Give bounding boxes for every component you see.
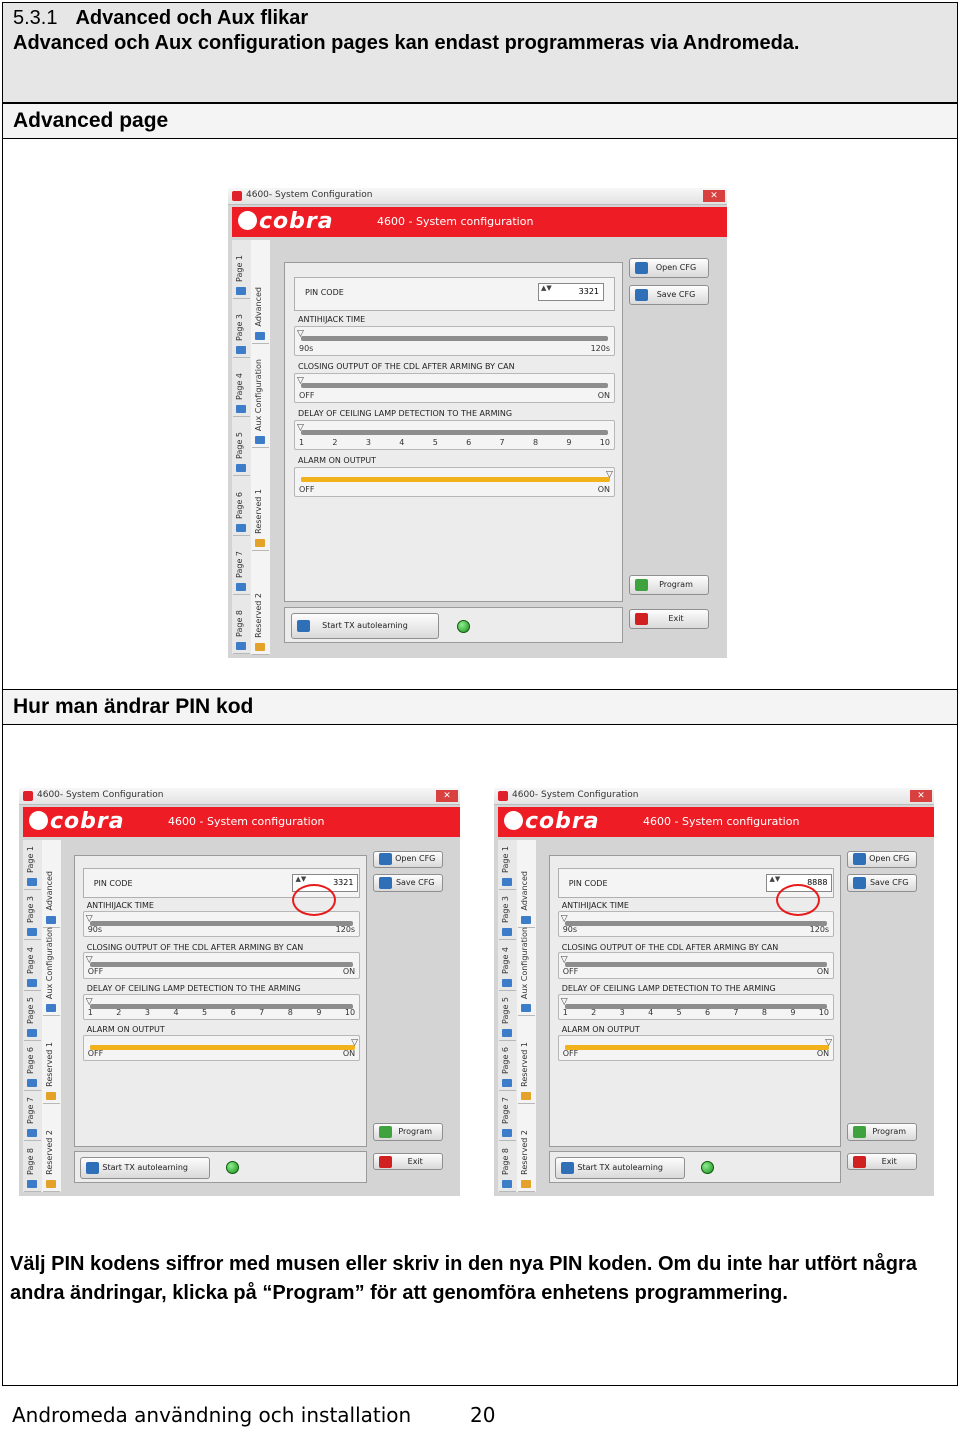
slider-track[interactable] xyxy=(301,383,608,388)
tab-label: Page 6 xyxy=(235,492,244,519)
page-icon xyxy=(236,583,246,591)
tab-label: Page 6 xyxy=(501,1047,510,1074)
alarm-output-slider[interactable] xyxy=(294,467,615,497)
tab-label: Page 5 xyxy=(26,997,35,1024)
antihijack-slider[interactable] xyxy=(294,326,615,356)
slider-ticks xyxy=(563,925,829,934)
logo-text: cobra xyxy=(525,809,600,834)
tab-page-0[interactable] xyxy=(24,840,41,890)
tab-column-pages xyxy=(232,240,251,654)
cobra-logo xyxy=(29,809,125,835)
window-title: 4600- System Configuration xyxy=(512,790,639,800)
tick-label: 120s xyxy=(809,925,830,935)
slider-ticks xyxy=(299,344,610,353)
button-label: Exit xyxy=(668,614,684,623)
page-icon xyxy=(502,1129,512,1137)
tab-label: Page 3 xyxy=(501,896,510,923)
tab-label: Reserved 2 xyxy=(254,593,263,638)
tab-label: Page 8 xyxy=(26,1148,35,1175)
tick-label: 9 xyxy=(316,1008,322,1018)
status-led xyxy=(226,1161,239,1174)
tab-page-6[interactable] xyxy=(24,1142,41,1192)
autolearn-bar xyxy=(549,1151,841,1183)
tab-label: Page 1 xyxy=(235,255,244,282)
button-label: Program xyxy=(659,580,693,589)
close-icon[interactable]: ✕ xyxy=(703,190,725,202)
pin-code-value[interactable]: 8888 xyxy=(807,877,828,887)
tab-label: Advanced xyxy=(254,287,263,327)
antihijack-label: ANTIHIJACK TIME xyxy=(561,901,629,911)
tab-label: Advanced xyxy=(45,871,54,911)
tab-label: Page 5 xyxy=(501,997,510,1024)
window-title: 4600- System Configuration xyxy=(37,790,164,800)
tick-label: 3 xyxy=(619,1008,625,1018)
slider-thumb-icon[interactable]: ▽ xyxy=(825,1038,833,1049)
close-icon[interactable]: ✕ xyxy=(910,790,932,802)
page-icon xyxy=(521,1004,531,1012)
tab-label: Reserved 1 xyxy=(254,489,263,534)
lock-icon xyxy=(46,1180,56,1188)
tab-column-pages xyxy=(23,840,42,1192)
tab-page-4[interactable] xyxy=(499,1041,516,1091)
window-titlebar xyxy=(494,788,934,805)
tab-reserved-2[interactable] xyxy=(43,1104,60,1192)
slider-thumb-icon[interactable]: ▽ xyxy=(560,913,568,924)
window-title: 4600- System Configuration xyxy=(246,190,373,200)
spinner-arrows-icon[interactable]: ▲▼ xyxy=(541,284,552,292)
pin-code-spinner[interactable] xyxy=(538,283,604,301)
tab-label: Page 5 xyxy=(235,432,244,459)
tick-label: 2 xyxy=(591,1008,597,1018)
ceiling-lamp-delay-slider[interactable] xyxy=(558,994,834,1020)
alarm-output-slider[interactable] xyxy=(83,1035,360,1061)
tick-label: 10 xyxy=(344,1008,356,1018)
button-label: Program xyxy=(872,1126,907,1136)
tab-label: Page 7 xyxy=(501,1097,510,1124)
pin-code-label: PIN CODE xyxy=(93,878,133,888)
window-titlebar xyxy=(19,788,460,805)
button-label: Open CFG xyxy=(869,854,910,864)
tick-label: 2 xyxy=(116,1008,122,1018)
header-box xyxy=(3,3,957,103)
page-icon xyxy=(27,1129,37,1137)
button-label: Start TX autolearning xyxy=(102,1162,188,1172)
autolearn-bar xyxy=(284,607,623,643)
lock-icon xyxy=(521,1180,531,1188)
page-icon xyxy=(236,464,246,472)
tick-label: 10 xyxy=(818,1008,829,1018)
app-title: 4600 - System configuration xyxy=(643,815,800,828)
tab-reserved-1[interactable] xyxy=(43,1016,60,1104)
logo-mark-icon xyxy=(29,811,48,830)
tick-label: 1 xyxy=(87,1008,93,1018)
tab-column-config xyxy=(517,840,536,1192)
slider-ticks xyxy=(88,925,355,934)
open-cfg-button[interactable] xyxy=(847,851,917,869)
app-header-bar xyxy=(498,807,934,837)
tick-label: 4 xyxy=(173,1008,179,1018)
tab-page-4[interactable] xyxy=(24,1041,41,1091)
tick-label: 120s xyxy=(590,344,610,353)
slider-ticks xyxy=(88,967,355,976)
window-titlebar xyxy=(228,188,727,205)
slider-thumb-icon[interactable]: ▽ xyxy=(297,423,304,433)
tab-page-3[interactable] xyxy=(24,991,41,1041)
tab-aux-configuration[interactable] xyxy=(43,928,60,1016)
tab-label: Advanced xyxy=(520,871,529,911)
program-button[interactable] xyxy=(373,1123,443,1141)
button-label: Exit xyxy=(881,1156,897,1166)
tab-column-pages xyxy=(498,840,517,1192)
tick-label: 5 xyxy=(202,1008,208,1018)
tick-label: 9 xyxy=(566,438,572,447)
tab-label: Page 4 xyxy=(26,947,35,974)
page-icon xyxy=(502,928,512,936)
page-icon xyxy=(502,1180,512,1188)
slider-thumb-icon[interactable]: ▽ xyxy=(560,996,568,1007)
tick-label: ON xyxy=(342,1049,356,1059)
tab-label: Page 1 xyxy=(501,846,510,873)
tick-label: 1 xyxy=(299,438,305,447)
page-icon xyxy=(27,979,37,987)
tab-label: Reserved 2 xyxy=(45,1130,54,1175)
tab-label: Page 1 xyxy=(26,846,35,873)
close-icon[interactable]: ✕ xyxy=(436,790,458,802)
slider-ticks xyxy=(299,438,610,447)
tick-label: 8 xyxy=(532,438,539,447)
slider-thumb-icon[interactable]: ▽ xyxy=(351,1038,359,1049)
intro-text: Advanced och Aux configuration pages kan endast programmeras via Andromeda. xyxy=(13,32,800,54)
tab-label: Page 3 xyxy=(26,896,35,923)
tab-page-0[interactable] xyxy=(233,240,250,299)
tab-label: Page 8 xyxy=(235,610,244,637)
tab-page-3[interactable] xyxy=(233,417,250,476)
footer xyxy=(12,1403,496,1427)
tick-label: ON xyxy=(342,966,356,976)
tab-label: Page 3 xyxy=(235,314,244,341)
tick-label: OFF xyxy=(562,1049,579,1059)
tab-page-6[interactable] xyxy=(499,1142,516,1192)
tab-reserved-2[interactable] xyxy=(252,551,269,655)
highlight-circle xyxy=(776,884,820,916)
page-icon xyxy=(27,928,37,936)
button-label: Save CFG xyxy=(395,878,435,888)
pin-code-label: PIN CODE xyxy=(305,288,344,297)
exit-button[interactable] xyxy=(373,1153,443,1171)
highlight-circle xyxy=(292,884,336,916)
tab-strip xyxy=(23,840,61,1192)
tick-label: 3 xyxy=(144,1008,150,1018)
save-cfg-button[interactable] xyxy=(847,874,917,892)
ceiling-lamp-delay-slider[interactable] xyxy=(83,994,360,1020)
tick-label: 5 xyxy=(676,1008,682,1018)
pin-heading: Hur man ändrar PIN kod xyxy=(3,689,957,725)
slider-thumb-icon[interactable]: ▽ xyxy=(297,329,304,339)
tick-label: 6 xyxy=(466,438,472,447)
tick-label: 1 xyxy=(562,1008,568,1018)
tab-label: Page 4 xyxy=(501,947,510,974)
button-label: Start TX autolearning xyxy=(577,1162,663,1172)
save-cfg-button[interactable] xyxy=(629,285,709,305)
tab-page-6[interactable] xyxy=(233,595,250,654)
tab-advanced[interactable] xyxy=(252,240,269,344)
logo-mark-icon xyxy=(504,811,523,830)
slider-track[interactable] xyxy=(301,430,608,435)
slider-ticks xyxy=(299,485,610,494)
tick-label: OFF xyxy=(299,485,315,494)
closing-output-label: CLOSING OUTPUT OF THE CDL AFTER ARMING BY CAN xyxy=(86,942,304,952)
app-header-bar xyxy=(232,207,727,237)
tick-label: ON xyxy=(816,966,830,976)
page-icon xyxy=(236,642,246,650)
button-label: Save CFG xyxy=(656,290,696,299)
tab-label: Page 4 xyxy=(235,373,244,400)
tick-label: 7 xyxy=(733,1008,739,1018)
tick-label: 4 xyxy=(399,438,405,447)
app-icon xyxy=(23,791,33,801)
tab-page-2[interactable] xyxy=(233,358,250,417)
tick-label: ON xyxy=(816,1049,830,1059)
tab-label: Page 7 xyxy=(26,1097,35,1124)
slider-track[interactable] xyxy=(301,336,608,341)
pin-code-value[interactable]: 3321 xyxy=(333,877,354,887)
section-heading xyxy=(13,6,947,30)
tick-label: OFF xyxy=(299,391,315,400)
tab-page-4[interactable] xyxy=(233,477,250,536)
tab-page-1[interactable] xyxy=(499,890,516,940)
page-icon xyxy=(27,1180,37,1188)
slider-thumb-icon[interactable]: ▽ xyxy=(297,376,304,386)
app-title: 4600 - System configuration xyxy=(168,815,325,828)
page-icon xyxy=(521,916,531,924)
tick-label: 3 xyxy=(365,438,371,447)
tab-page-3[interactable] xyxy=(499,991,516,1041)
lock-icon xyxy=(46,1092,56,1100)
start-tx-autolearning-button[interactable] xyxy=(291,613,439,639)
spinner-arrows-icon[interactable]: ▲▼ xyxy=(769,874,781,883)
page-icon xyxy=(502,878,512,886)
app-screenshot-pin-before xyxy=(19,788,460,1196)
button-label: Save CFG xyxy=(869,878,909,888)
tick-label: ON xyxy=(597,485,610,494)
slider-thumb-icon[interactable]: ▽ xyxy=(606,470,613,480)
tick-label: 90s xyxy=(299,344,314,353)
closing-output-slider[interactable] xyxy=(294,373,615,403)
exit-button[interactable] xyxy=(629,609,709,629)
pin-code-value[interactable]: 3321 xyxy=(578,287,599,296)
closing-output-label: CLOSING OUTPUT OF THE CDL AFTER ARMING BY CAN xyxy=(298,362,515,371)
tick-label: 90s xyxy=(87,925,103,935)
tick-label: 9 xyxy=(790,1008,796,1018)
slider-thumb-icon[interactable]: ▽ xyxy=(85,955,93,966)
slider-ticks xyxy=(88,1049,355,1058)
slider-thumb-icon[interactable]: ▽ xyxy=(85,996,93,1007)
tab-column-config xyxy=(251,240,270,654)
app-icon xyxy=(232,191,242,201)
tab-label: Page 8 xyxy=(501,1148,510,1175)
tab-label: Reserved 2 xyxy=(520,1130,529,1175)
tick-label: 7 xyxy=(259,1008,265,1018)
slider-ticks xyxy=(88,1008,355,1017)
tab-page-1[interactable] xyxy=(233,299,250,358)
cobra-logo xyxy=(504,809,600,835)
status-led xyxy=(457,620,470,633)
app-header-bar xyxy=(23,807,460,837)
button-label: Start TX autolearning xyxy=(322,621,408,630)
page-icon xyxy=(27,1029,37,1037)
tick-label: 6 xyxy=(230,1008,236,1018)
page-icon xyxy=(502,1029,512,1037)
cobra-logo xyxy=(238,209,334,235)
tick-label: 2 xyxy=(332,438,338,447)
ceiling-lamp-delay-label: DELAY OF CEILING LAMP DETECTION TO THE ARMING xyxy=(561,984,776,994)
tab-column-config xyxy=(42,840,61,1192)
tab-label: Page 7 xyxy=(235,551,244,578)
app-title: 4600 - System configuration xyxy=(377,215,534,228)
app-screenshot-pin-after xyxy=(494,788,934,1196)
page-icon xyxy=(27,878,37,886)
footer-text: Andromeda användning och installation xyxy=(12,1403,412,1427)
page-icon xyxy=(236,287,246,295)
page-icon xyxy=(255,332,265,340)
tab-aux-configuration[interactable] xyxy=(252,344,269,448)
tick-label: 5 xyxy=(432,438,438,447)
page-icon xyxy=(46,916,56,924)
tab-page-2[interactable] xyxy=(499,941,516,991)
tab-reserved-1[interactable] xyxy=(518,1016,535,1104)
ceiling-lamp-delay-label: DELAY OF CEILING LAMP DETECTION TO THE ARMING xyxy=(298,409,513,418)
lock-icon xyxy=(255,643,265,651)
slider-thumb-icon[interactable]: ▽ xyxy=(560,955,568,966)
tab-advanced[interactable] xyxy=(518,840,535,928)
tick-label: 4 xyxy=(648,1008,654,1018)
section-number: 5.3.1 xyxy=(13,7,58,29)
tick-label: 7 xyxy=(499,438,505,447)
page-icon xyxy=(255,436,265,444)
lock-icon xyxy=(521,1092,531,1100)
status-led xyxy=(701,1161,714,1174)
save-cfg-button[interactable] xyxy=(373,874,443,892)
page-icon xyxy=(236,346,246,354)
closing-output-slider[interactable] xyxy=(83,952,360,978)
tick-label: 90s xyxy=(562,925,578,935)
tick-label: 8 xyxy=(761,1008,767,1018)
tick-label: OFF xyxy=(87,966,104,976)
closing-output-slider[interactable] xyxy=(558,952,834,978)
tab-label: Aux Configuration xyxy=(254,358,263,431)
tab-page-0[interactable] xyxy=(499,840,516,890)
alarm-output-label: ALARM ON OUTPUT xyxy=(561,1025,640,1035)
section-title: Advanced och Aux flikar xyxy=(75,7,309,29)
tab-aux-configuration[interactable] xyxy=(518,928,535,1016)
tick-label: 120s xyxy=(335,925,356,935)
page-icon xyxy=(27,1079,37,1087)
tab-advanced[interactable] xyxy=(43,840,60,928)
lock-icon xyxy=(255,539,265,547)
tick-label: 6 xyxy=(704,1008,711,1018)
button-label: Open CFG xyxy=(395,854,436,864)
tab-strip xyxy=(498,840,536,1192)
slider-ticks xyxy=(563,967,829,976)
tab-label: Aux Configuration xyxy=(45,926,54,999)
slider-ticks xyxy=(563,1008,829,1017)
slider-fill xyxy=(301,477,610,482)
exit-button[interactable] xyxy=(847,1153,917,1171)
page-number: 20 xyxy=(470,1403,496,1427)
tab-label: Page 6 xyxy=(26,1047,35,1074)
tick-label: 10 xyxy=(599,438,610,447)
logo-text: cobra xyxy=(50,809,125,834)
open-cfg-button[interactable] xyxy=(373,851,443,869)
page-icon xyxy=(46,1004,56,1012)
slider-ticks xyxy=(563,1049,829,1058)
ceiling-lamp-delay-slider[interactable] xyxy=(294,420,615,450)
tab-page-1[interactable] xyxy=(24,890,41,940)
app-icon xyxy=(498,791,508,801)
tab-page-2[interactable] xyxy=(24,941,41,991)
closing-output-label: CLOSING OUTPUT OF THE CDL AFTER ARMING BY CAN xyxy=(561,942,779,952)
autolearn-bar xyxy=(74,1151,367,1183)
page-icon xyxy=(236,524,246,532)
button-label: Program xyxy=(398,1126,433,1136)
settings-panel xyxy=(284,262,623,602)
slider-ticks xyxy=(299,391,610,400)
pin-code-label: PIN CODE xyxy=(568,878,608,888)
tab-reserved-2[interactable] xyxy=(518,1104,535,1192)
open-cfg-button[interactable] xyxy=(629,258,709,278)
program-button[interactable] xyxy=(847,1123,917,1141)
ceiling-lamp-delay-label: DELAY OF CEILING LAMP DETECTION TO THE ARMING xyxy=(86,984,301,994)
alarm-output-slider[interactable] xyxy=(558,1035,834,1061)
app-screenshot-advanced xyxy=(228,188,727,658)
tab-page-5[interactable] xyxy=(24,1091,41,1141)
tab-page-5[interactable] xyxy=(233,536,250,595)
tab-page-5[interactable] xyxy=(499,1091,516,1141)
spinner-arrows-icon[interactable]: ▲▼ xyxy=(295,874,307,883)
tab-strip xyxy=(232,240,270,654)
page-icon xyxy=(502,979,512,987)
antihijack-label: ANTIHIJACK TIME xyxy=(86,901,154,911)
antihijack-label: ANTIHIJACK TIME xyxy=(298,315,366,324)
program-button[interactable] xyxy=(629,575,709,595)
button-label: Open CFG xyxy=(655,263,697,272)
start-tx-autolearning-button[interactable] xyxy=(80,1157,210,1180)
logo-mark-icon xyxy=(238,211,257,230)
tick-label: OFF xyxy=(87,1049,104,1059)
tab-label: Reserved 1 xyxy=(45,1042,54,1087)
logo-text: cobra xyxy=(259,209,334,234)
tick-label: OFF xyxy=(562,966,579,976)
tick-label: 8 xyxy=(287,1008,293,1018)
page-icon xyxy=(236,405,246,413)
tick-label: ON xyxy=(597,391,610,400)
slider-thumb-icon[interactable]: ▽ xyxy=(85,913,93,924)
alarm-output-label: ALARM ON OUTPUT xyxy=(86,1025,165,1035)
tab-label: Reserved 1 xyxy=(520,1042,529,1087)
button-label: Exit xyxy=(407,1156,423,1166)
alarm-output-label: ALARM ON OUTPUT xyxy=(298,456,377,465)
tab-reserved-1[interactable] xyxy=(252,447,269,551)
pin-code-row xyxy=(294,277,615,311)
instruction-paragraph: Välj PIN kodens siffror med musen eller skriv in den nya PIN koden. Om du inte har utfört några andra ändringar, klicka på “Program” för att genomföra enhetens programmering. xyxy=(10,1253,917,1304)
tab-label: Aux Configuration xyxy=(520,926,529,999)
advanced-page-heading: Advanced page xyxy=(3,103,957,139)
page-icon xyxy=(502,1079,512,1087)
start-tx-autolearning-button[interactable] xyxy=(555,1157,685,1180)
